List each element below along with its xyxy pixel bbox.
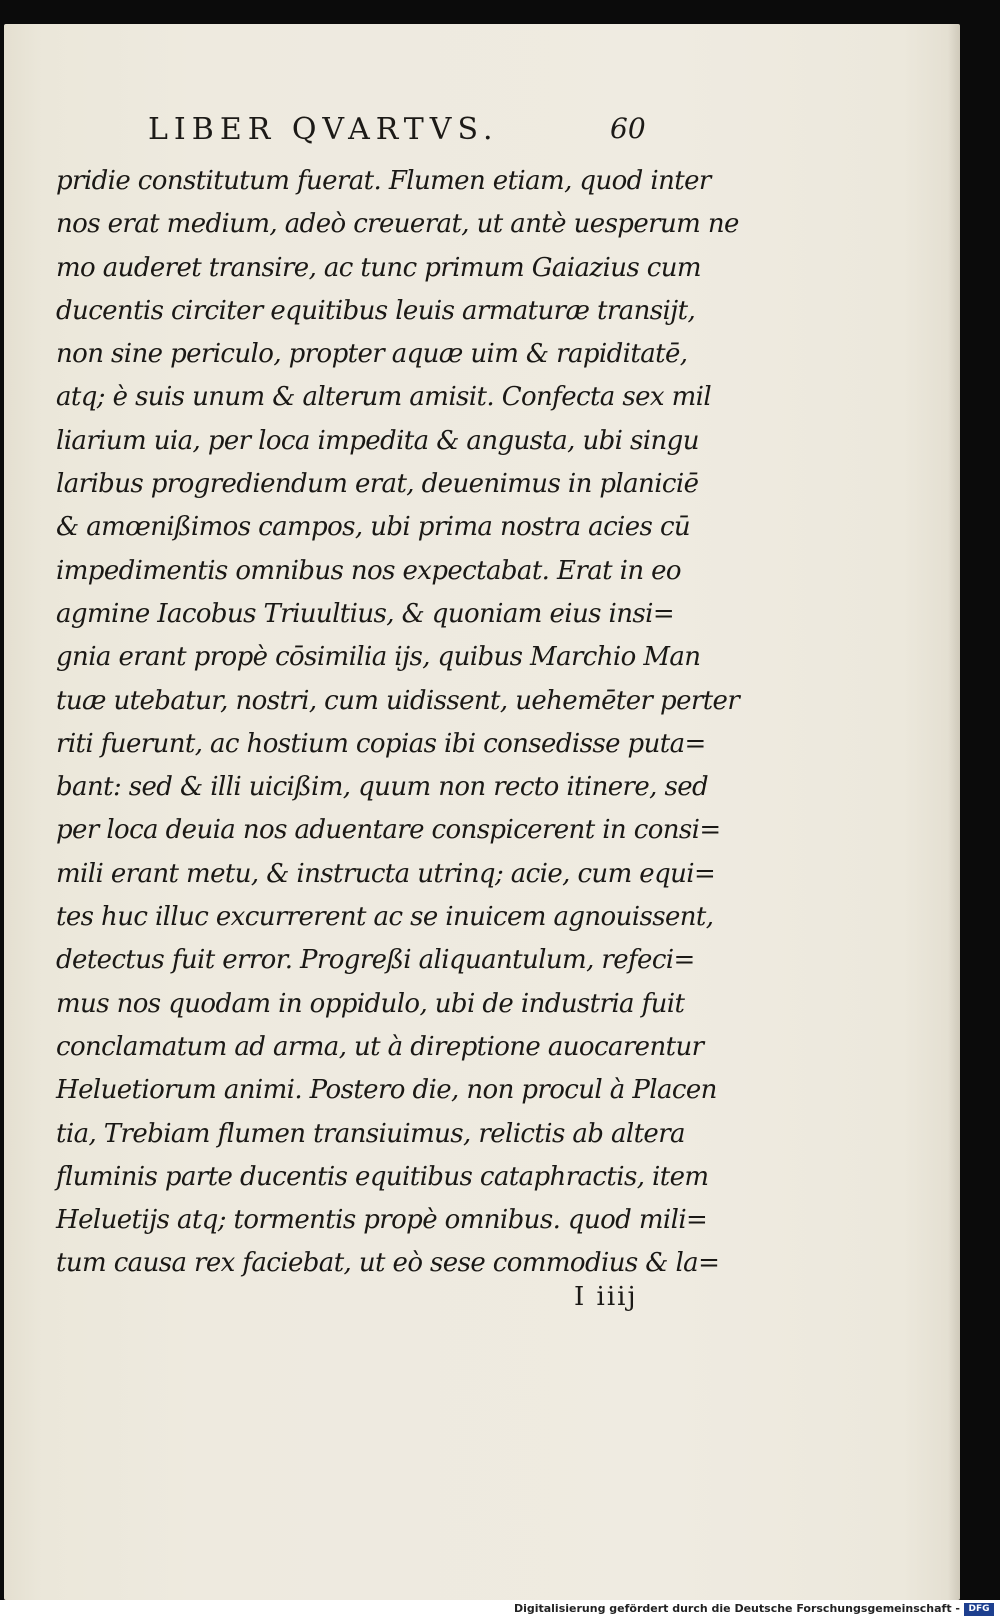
text-line: mili erant metu, & instructa utrinq; acie, cum equi=	[56, 858, 716, 889]
text-line: pridie constitutum fuerat. Flumen etiam, quod inter	[56, 166, 711, 196]
dfg-logo: DFG	[964, 1603, 994, 1616]
text-line: fluminis parte ducentis equitibus cataphractis, item	[56, 1161, 709, 1192]
page-number: 60	[610, 112, 646, 145]
text-line: atq; è suis unum & alterum amisit. Confecta sex mil	[56, 382, 712, 413]
footer-bar	[0, 1600, 1000, 1619]
text-line: nos erat medium, adeò creuerat, ut antè uesperum ne	[56, 209, 739, 240]
text-line: gnia erant propè cōsimilia ijs, quibus Marchio Man	[56, 642, 701, 673]
text-line: tes huc illuc excurrerent ac se inuicem agnouissent,	[56, 902, 714, 933]
funding-credit: Digitalisierung gefördert durch die Deutsche Forschungsgemeinschaft -	[513, 1602, 960, 1615]
text-line: per loca deuia nos aduentare conspicerent in consi=	[56, 815, 721, 846]
text-line: & amœnißimos campos, ubi prima nostra acies cū	[56, 512, 691, 543]
text-line: bant: sed & illi uicißim, quum non recto itinere, sed	[56, 772, 709, 803]
text-line: ducentis circiter equitibus leuis armaturæ transijt,	[56, 295, 696, 326]
text-line: agmine Iacobus Triuultius, & quoniam eius insi=	[56, 598, 675, 629]
body-text	[56, 160, 740, 1286]
text-line: tum causa rex faciebat, ut eò sese commodius & la=	[56, 1248, 720, 1279]
text-line: tia, Trebiam flumen transiuimus, relictis ab altera	[56, 1118, 685, 1149]
text-line: conclamatum ad arma, ut à direptione auocarentur	[56, 1031, 704, 1062]
text-line: impedimentis omnibus nos expectabat. Erat in eo	[56, 555, 681, 586]
text-line: liarium uia, per loca impedita & angusta, ubi singu	[56, 425, 699, 456]
text-line: riti fuerunt, ac hostium copias ibi consedisse puta=	[56, 728, 706, 759]
running-head: LIBER QVARTVS.	[148, 112, 499, 147]
text-line: Heluetijs atq; tormentis propè omnibus. quod mili=	[56, 1205, 708, 1236]
text-line: Heluetiorum animi. Postero die, non procul à Placen	[56, 1075, 717, 1106]
text-line: non sine periculo, propter aquæ uim & rapiditatē,	[56, 339, 688, 370]
text-line: mo auderet transire, ac tunc primum Gaiazius cum	[56, 252, 701, 283]
signature-mark: I iiij	[574, 1282, 638, 1312]
text-line: tuæ utebatur, nostri, cum uidissent, uehemēter perter	[56, 685, 740, 716]
text-line: detectus fuit error. Progreßi aliquantulum, refeci=	[56, 945, 695, 976]
text-line: laribus progrediendum erat, deuenimus in planiciē	[56, 469, 699, 500]
page-edge-shadow	[948, 24, 960, 1600]
text-line: mus nos quodam in oppidulo, ubi de industria fuit	[56, 988, 685, 1019]
